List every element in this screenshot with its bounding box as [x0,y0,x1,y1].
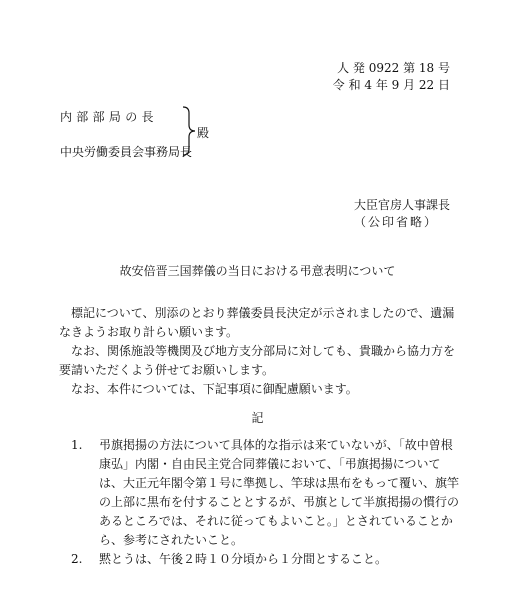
item-number: 1. [71,438,83,452]
addressee-1: 内部部局の長 [60,110,158,124]
addressee-2: 中央労働委員会事務局長 [60,145,193,159]
list-item [59,550,459,569]
seal-omitted-note: （公印省略） [353,215,438,229]
brace-icon [181,106,197,156]
body-paragraph: なお、本件については、下記事項に御配慮願います。 [71,382,358,396]
item-list [59,436,459,569]
body-paragraph: なお、関係施設等機関及び地方支分部局に対しても、貴職から協力方を要請いただくよう併せてお願いします。 [59,344,456,377]
honorific: 殿 [197,126,210,140]
document-subject: 故安倍晋三国葬儀の当日における弔意表明について [119,264,396,278]
list-item [59,436,459,550]
document-date: 令 和 4 年 9 月 22 日 [332,78,450,92]
body-paragraph: 標記について、別添のとおり葬儀委員長決定が示されましたので、遺漏なきようお取り計らい願います。 [59,306,455,339]
ki-heading: 記 [251,411,264,425]
item-text: 弔旗掲揚の方法について具体的な指示は来ていないが、「故中曽根康弘」内閣・自由民主党合同葬儀において、「弔旗掲揚については、大正元年閣令第１号に準拠し、竿球は黒布をもって覆い、旗竿の上部に黒布を付することとするが、弔旗として半旗掲揚の慣行のあるところでは、それに従ってもよいこと。」とされていることから、参考にされたいこと。 [99,438,460,547]
item-text: 黙とうは、午後２時１０分頃から１分間とすること。 [99,552,388,566]
item-number: 2. [71,552,83,566]
sender-title: 大臣官房人事課長 [353,198,450,212]
document-number: 人 発 0922 第 18 号 [337,61,450,75]
body-text [59,304,459,399]
